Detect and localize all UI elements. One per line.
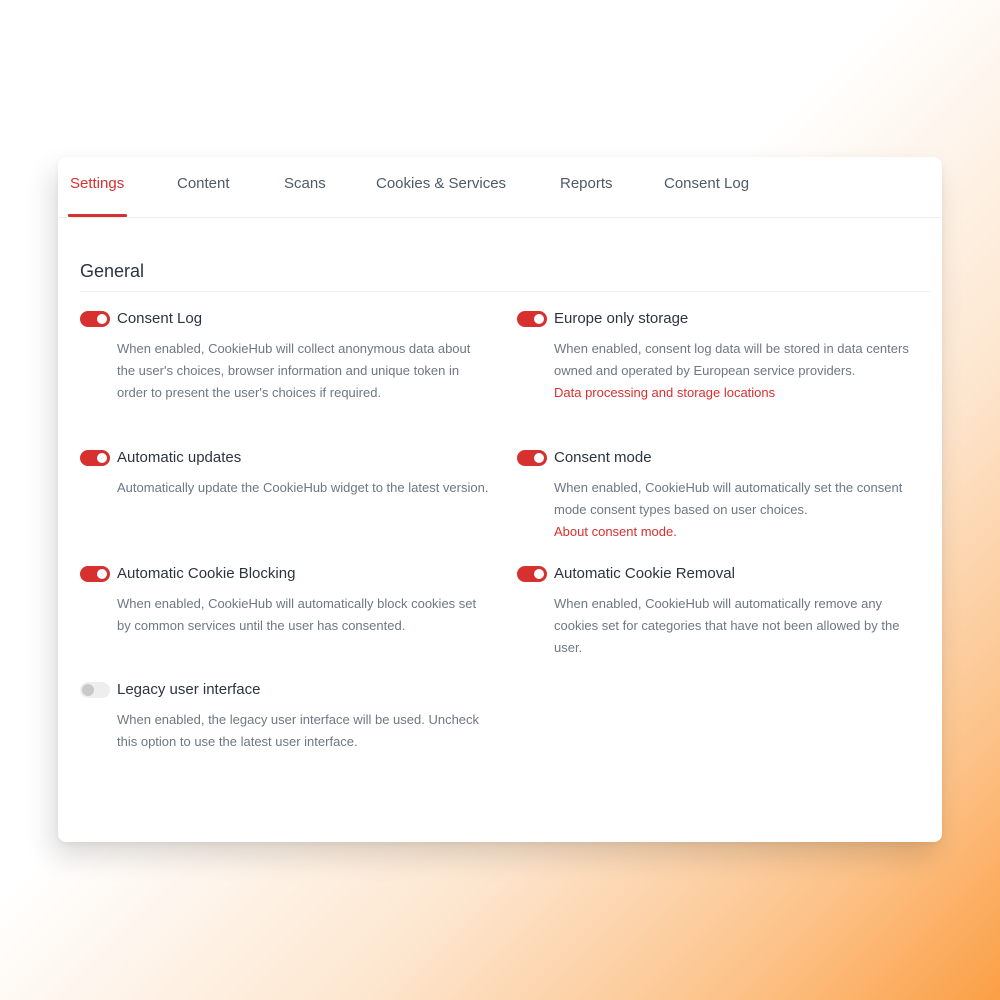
setting-description-text: When enabled, CookieHub will automatically remove any cookies set for categories that have not been allowed by the user. [554, 596, 900, 655]
tab-cookies-services[interactable]: Cookies & Services [376, 175, 507, 192]
tab-content[interactable]: Content [177, 175, 230, 192]
about-consent-mode-link[interactable]: About consent mode. [554, 524, 677, 539]
toggle-knob [97, 453, 107, 463]
tab-bar [58, 157, 942, 218]
setting-description [554, 338, 929, 404]
setting-description-text: When enabled, CookieHub will automatically set the consent mode consent types based on user choices. [554, 480, 903, 517]
setting-label: Consent Log [117, 310, 203, 327]
setting-description [554, 593, 929, 659]
setting-label: Consent mode [554, 449, 652, 466]
setting-description [117, 709, 492, 753]
section-divider [80, 291, 930, 292]
legacy-user-interface-toggle[interactable] [80, 682, 110, 698]
setting-description-text: When enabled, CookieHub will automatically block cookies set by common services until the user has consented. [117, 596, 477, 633]
toggle-knob [534, 314, 544, 324]
settings-card [58, 157, 942, 842]
setting-label: Automatic Cookie Removal [554, 565, 735, 582]
setting-label: Europe only storage [554, 310, 689, 327]
setting-description [117, 477, 492, 499]
setting-description-text: When enabled, CookieHub will collect anonymous data about the user's choices, browser information and unique token in order to present the user's choices if required. [117, 341, 471, 400]
setting-description [117, 338, 492, 404]
automatic-cookie-blocking-toggle[interactable] [80, 566, 110, 582]
toggle-knob [534, 453, 544, 463]
automatic-updates-toggle[interactable] [80, 450, 110, 466]
toggle-knob [97, 314, 107, 324]
setting-description [554, 477, 929, 543]
setting-label: Automatic Cookie Blocking [117, 565, 296, 582]
data-processing-link[interactable]: Data processing and storage locations [554, 385, 776, 400]
consent-log-toggle[interactable] [80, 311, 110, 327]
setting-description-text: When enabled, consent log data will be stored in data centers owned and operated by European service providers. [554, 341, 909, 378]
tab-scans[interactable]: Scans [284, 175, 326, 192]
toggle-knob [97, 569, 107, 579]
tab-consent-log[interactable]: Consent Log [664, 175, 750, 192]
tab-reports[interactable]: Reports [560, 175, 613, 192]
europe-storage-toggle[interactable] [517, 311, 547, 327]
automatic-cookie-removal-toggle[interactable] [517, 566, 547, 582]
consent-mode-toggle[interactable] [517, 450, 547, 466]
setting-label: Automatic updates [117, 449, 242, 466]
toggle-knob [534, 569, 544, 579]
setting-description [117, 593, 492, 637]
tab-settings[interactable]: Settings [70, 157, 124, 217]
setting-label: Legacy user interface [117, 681, 261, 698]
toggle-knob [82, 684, 94, 696]
section-title: General [80, 261, 145, 281]
setting-description-text: Automatically update the CookieHub widget to the latest version. [117, 480, 489, 495]
setting-description-text: When enabled, the legacy user interface will be used. Uncheck this option to use the latest user interface. [117, 712, 480, 749]
